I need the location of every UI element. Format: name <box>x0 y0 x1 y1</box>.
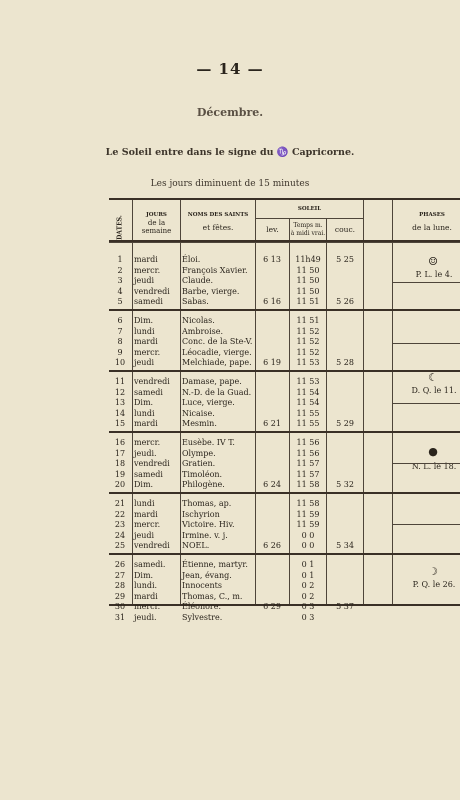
row-couc: 5 25 <box>336 255 354 264</box>
row-temps: 0 0 <box>301 530 315 540</box>
row-lev: 6 16 <box>263 297 281 306</box>
row-date: 9 <box>117 347 123 357</box>
row-date: 12 <box>114 387 126 397</box>
row-saint: Philogène. <box>182 480 225 489</box>
moon-phase-label: P. L. le 4. <box>415 270 453 279</box>
row-day: lundi. <box>134 581 158 590</box>
row-temps: 11 50 <box>296 286 320 296</box>
row-day: mercr. <box>134 602 161 611</box>
row-temps: 0 2 <box>301 581 315 590</box>
row-day: jeudi. <box>134 612 157 622</box>
row-couc: 5 34 <box>336 541 354 550</box>
header-lev: lev. <box>266 225 279 234</box>
table-row <box>109 520 460 531</box>
row-saint: Ischyrion <box>182 509 220 519</box>
table-row <box>109 255 460 266</box>
row-date: 1 <box>117 255 123 264</box>
row-temps: 0 3 <box>301 612 315 622</box>
header-phases: PHASES de la lune. <box>412 212 452 232</box>
moon-phase-label: N. L. le 18. <box>411 462 457 471</box>
row-couc: 5 37 <box>336 602 354 611</box>
table-row <box>109 316 460 327</box>
row-day: lundi <box>134 408 155 418</box>
row-temps: 11 53 <box>296 358 320 367</box>
table-row <box>109 409 460 420</box>
table-row <box>109 613 460 624</box>
row-saint: N.-D. de la Guad. <box>182 387 252 397</box>
row-temps: 11 57 <box>296 469 320 479</box>
row-temps: 11 53 <box>296 377 320 386</box>
row-day: vendredi <box>134 377 170 386</box>
row-day: jeudi <box>134 358 155 367</box>
row-day: Dim. <box>134 398 154 407</box>
row-day: jeudi. <box>134 448 157 458</box>
row-day: mardi <box>134 591 158 601</box>
row-temps: 0 1 <box>301 570 315 580</box>
row-day: mercr. <box>134 438 161 447</box>
row-temps: 11 56 <box>296 448 320 458</box>
row-couc: 5 26 <box>336 297 354 306</box>
row-day: mardi <box>134 509 158 519</box>
row-saint: Léocadie, vierge. <box>182 347 252 357</box>
row-saint: Irmine. v. j. <box>182 530 228 540</box>
row-temps: 11 59 <box>296 509 320 519</box>
row-lev: 6 24 <box>263 480 281 489</box>
row-temps: 11 54 <box>296 387 320 397</box>
table-row <box>109 510 460 521</box>
row-date: 30 <box>114 602 126 611</box>
row-temps: 11 52 <box>296 337 320 346</box>
row-date: 6 <box>117 316 123 325</box>
row-date: 20 <box>114 480 126 489</box>
row-temps: 11 52 <box>296 326 320 336</box>
row-date: 16 <box>114 438 126 447</box>
header-saints: NOMS DES SAINTS et fêtes. <box>187 212 249 232</box>
row-date: 21 <box>114 499 126 508</box>
row-date: 10 <box>114 358 126 367</box>
row-day: Dim. <box>134 480 154 489</box>
row-day: samedi <box>134 387 163 397</box>
table-row <box>109 602 460 613</box>
row-saint: Gratien. <box>182 459 216 468</box>
row-saint: Jean, évang. <box>182 570 232 580</box>
row-date: 11 <box>114 377 126 386</box>
row-saint: Éléonore. <box>182 602 222 611</box>
full-moon-icon: ☺ <box>428 255 438 268</box>
table-row <box>109 499 460 510</box>
table-row <box>109 419 460 430</box>
row-date: 25 <box>114 541 126 550</box>
row-temps: 11 59 <box>296 520 320 529</box>
row-temps: 11 51 <box>296 316 320 325</box>
row-saint: Barbe, vierge. <box>182 286 240 296</box>
header-couc: couc. <box>334 225 356 234</box>
row-saint: Claude. <box>182 276 213 285</box>
row-saint: Mesmin. <box>182 419 217 428</box>
row-temps: 11 56 <box>296 438 320 447</box>
first-quarter-icon: ☽ <box>428 565 438 578</box>
row-lev: 6 26 <box>263 541 281 550</box>
table-row <box>109 592 460 603</box>
table-row <box>109 470 460 481</box>
row-couc: 5 32 <box>336 480 354 489</box>
row-date: 13 <box>114 398 126 407</box>
table-row <box>109 531 460 542</box>
row-temps: 11 50 <box>296 265 320 275</box>
row-lev: 6 21 <box>263 419 281 428</box>
moon-phase-label: D. Q. le 11. <box>411 386 457 395</box>
row-day: mercr. <box>134 347 161 357</box>
row-date: 27 <box>114 570 126 580</box>
row-saint: Eusèbe. IV T. <box>182 438 235 447</box>
table-row <box>109 438 460 449</box>
table-row <box>109 449 460 460</box>
row-saint: Éloi. <box>182 255 201 264</box>
row-temps: 0 1 <box>301 560 315 569</box>
row-saint: Damase, pape. <box>182 377 242 386</box>
table-row <box>109 327 460 338</box>
row-temps: 11 51 <box>296 297 320 306</box>
row-saint: Ambroise. <box>182 326 224 336</box>
table-row <box>109 348 460 359</box>
moon-phase-label: P. Q. le 26. <box>412 580 456 589</box>
row-date: 19 <box>114 469 126 479</box>
row-temps: 11 54 <box>296 398 320 407</box>
row-saint: Timoléon. <box>182 469 223 479</box>
calendar-table <box>109 198 460 622</box>
page-number: — 14 — <box>196 60 264 78</box>
row-day: mardi <box>134 337 158 346</box>
row-temps: 11 55 <box>296 419 320 428</box>
row-saint: Innocents <box>182 581 222 590</box>
row-day: samedi <box>134 469 163 479</box>
jours-note: Les jours diminuent de 15 minutes <box>150 179 310 189</box>
row-day: vendredi <box>134 286 170 296</box>
table-row <box>109 297 460 308</box>
row-date: 4 <box>117 286 123 296</box>
row-date: 28 <box>114 581 126 590</box>
row-day: samedi. <box>134 560 166 569</box>
row-day: mercr. <box>134 265 161 275</box>
row-day: mardi <box>134 419 158 428</box>
row-day: mardi <box>134 255 158 264</box>
row-date: 2 <box>117 265 123 275</box>
row-lev: 6 29 <box>263 602 281 611</box>
row-saint: Victoire. Hiv. <box>182 520 235 529</box>
row-saint: Nicaise. <box>182 408 215 418</box>
row-day: vendredi <box>134 541 170 550</box>
row-day: Dim. <box>134 316 154 325</box>
header-dates: DATES. <box>116 215 124 240</box>
new-moon-icon: ● <box>428 445 438 458</box>
row-saint: Luce, vierge. <box>182 398 235 407</box>
row-temps: 11 57 <box>296 459 320 468</box>
row-temps: 0 2 <box>301 591 315 601</box>
row-saint: Thomas, ap. <box>182 499 232 508</box>
row-day: vendredi <box>134 459 170 468</box>
row-couc: 5 29 <box>336 419 354 428</box>
table-row <box>109 560 460 571</box>
row-date: 18 <box>114 459 126 468</box>
row-date: 17 <box>114 448 126 458</box>
row-temps: 11 50 <box>296 276 320 285</box>
row-date: 15 <box>114 419 126 428</box>
row-saint: Thomas, C., m. <box>182 591 243 601</box>
row-date: 3 <box>117 276 123 285</box>
row-day: samedi <box>134 297 163 306</box>
row-date: 5 <box>117 297 123 306</box>
row-date: 26 <box>114 560 126 569</box>
row-temps: 11 55 <box>296 408 320 418</box>
row-date: 29 <box>114 591 126 601</box>
row-saint: Étienne, martyr. <box>182 560 248 569</box>
row-saint: Sabas. <box>182 297 209 306</box>
row-date: 31 <box>114 612 126 622</box>
row-date: 8 <box>117 337 123 346</box>
row-temps: 11 58 <box>296 499 320 508</box>
row-saint: François Xavier. <box>182 265 248 275</box>
row-couc: 5 28 <box>336 358 354 367</box>
row-date: 24 <box>114 530 126 540</box>
header-soleil: SOLEIL <box>297 206 322 212</box>
row-date: 14 <box>114 408 126 418</box>
header-temps: Temps m. à midi vrai. <box>290 222 326 237</box>
row-saint: Melchiade, pape. <box>182 358 252 367</box>
row-temps: 0 0 <box>301 541 315 550</box>
month-title: Décembre. <box>196 106 264 119</box>
row-day: jeudi <box>134 530 155 540</box>
row-lev: 6 13 <box>263 255 281 264</box>
last-quarter-icon: ☾ <box>428 371 438 384</box>
row-day: mercr. <box>134 520 161 529</box>
header-jours: JOURS de la semaine <box>141 212 172 235</box>
table-row <box>109 287 460 298</box>
row-saint: NOEL. <box>182 541 210 550</box>
row-saint: Conc. de la Ste-V. <box>182 337 253 346</box>
row-temps: 11 52 <box>296 347 320 357</box>
row-saint: Nicolas. <box>182 316 215 325</box>
row-day: lundi <box>134 326 155 336</box>
table-row <box>109 541 460 552</box>
row-saint: Sylvestre. <box>182 612 223 622</box>
row-saint: Olympe. <box>182 448 216 458</box>
row-day: lundi <box>134 499 155 508</box>
row-lev: 6 19 <box>263 358 281 367</box>
row-date: 7 <box>117 326 123 336</box>
row-day: jeudi <box>134 276 155 285</box>
table-row <box>109 480 460 491</box>
row-temps: 11h49 <box>295 255 321 264</box>
row-temps: 0 3 <box>301 602 315 611</box>
row-date: 23 <box>114 520 126 529</box>
soleil-note: Le Soleil entre dans le signe du ♑ Capricorne. <box>105 147 355 158</box>
row-temps: 11 58 <box>296 480 320 489</box>
row-date: 22 <box>114 509 126 519</box>
table-row <box>109 358 460 369</box>
row-day: Dim. <box>134 570 154 580</box>
